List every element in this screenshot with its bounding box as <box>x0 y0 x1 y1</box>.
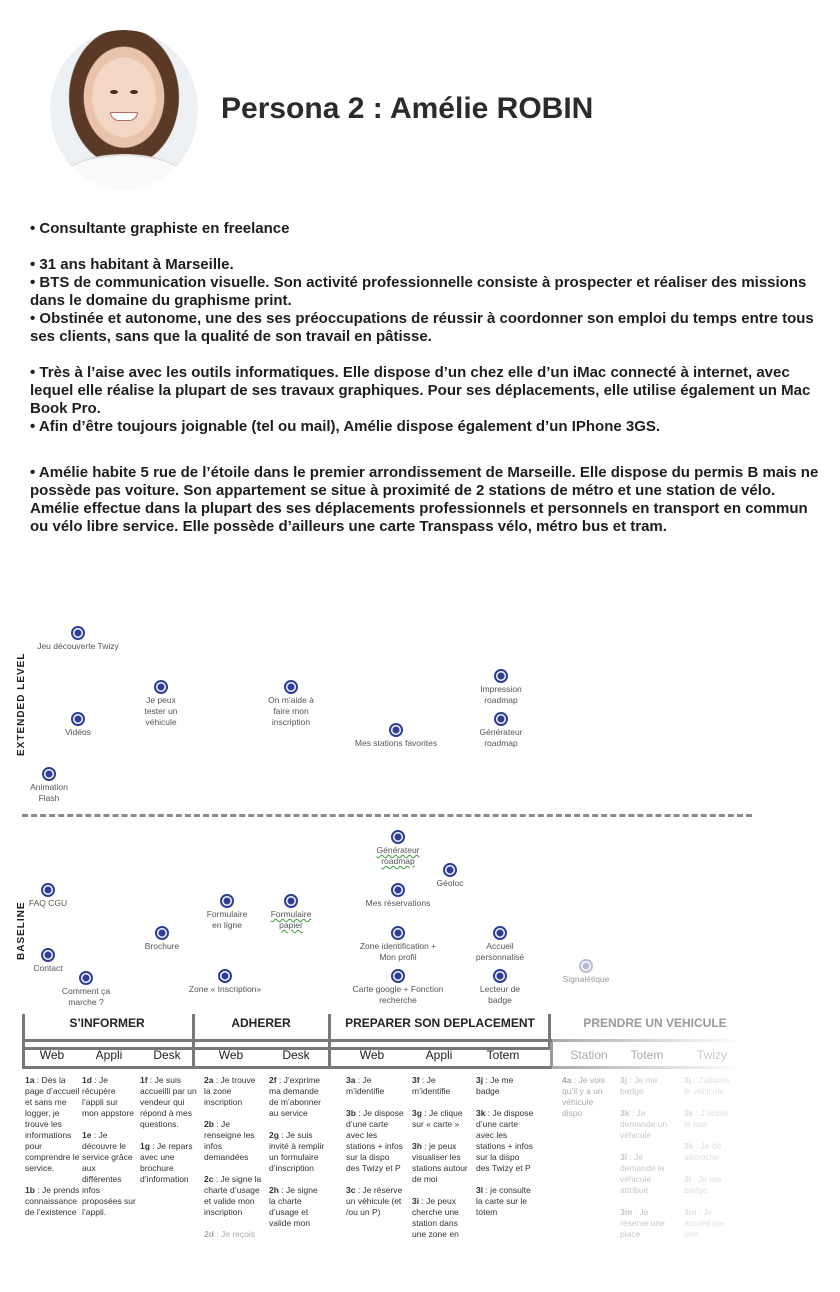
step: 3c : Je réserve un véhicule (et /ou un P) <box>346 1185 403 1217</box>
node-brochure: Brochure <box>112 926 212 952</box>
step: 1f : Je suis accueilli par un vendeur qui répond à mes questions. <box>140 1075 197 1129</box>
eye <box>110 90 118 94</box>
node-tester: Je peux tester un véhicule <box>137 680 185 728</box>
phase-informer: S’INFORMER <box>69 1016 145 1030</box>
step: 1b : Je prends connaissance de l’existence <box>25 1185 80 1217</box>
node-carte-google: Carte google + Fonction recherche <box>348 969 448 1006</box>
node-impression: Impression roadmap <box>471 669 531 706</box>
step: 2b : Je renseigne les infos demandées <box>204 1119 255 1162</box>
steps-web-informer <box>25 1075 81 1229</box>
target-icon <box>579 959 593 973</box>
node-lecteur: Lecteur de badge <box>472 969 528 1006</box>
page-title: Persona 2 : Amélie ROBIN <box>221 92 594 125</box>
target-icon <box>493 969 507 983</box>
node-comment: Comment ça marche ? <box>61 971 111 1008</box>
baseline-label: BASELINE <box>16 901 27 960</box>
target-icon <box>42 767 56 781</box>
target-icon <box>220 894 234 908</box>
step: 3k : Je demande un véhicule <box>620 1108 668 1140</box>
target-icon <box>494 669 508 683</box>
step: 1d : Je récupère l’appli sur mon appstore <box>82 1075 134 1118</box>
steps-twizy <box>684 1075 734 1251</box>
col-web: Web <box>39 1048 65 1062</box>
steps-station <box>562 1075 612 1130</box>
target-icon <box>443 863 457 877</box>
steps-totem-preparer <box>476 1075 534 1229</box>
target-icon <box>71 712 85 726</box>
col-web: Web <box>218 1048 244 1062</box>
col-totem: Totem <box>630 1048 664 1062</box>
node-reservations: Mes réservations <box>348 883 448 909</box>
col-appli: Appli <box>95 1048 123 1062</box>
step: 4a : Je vois qu’il y a un véhicule dispo <box>562 1075 606 1118</box>
node-generateur: Générateur roadmap <box>370 830 426 867</box>
shoulders <box>64 154 184 190</box>
steps-desk-informer <box>140 1075 198 1196</box>
step: 3b : Je dispose d’une carte avec les stations + infos sur la dispo des Twizy et P <box>346 1108 404 1173</box>
phase-line <box>22 1039 552 1042</box>
persona-bio <box>30 220 820 536</box>
steps-web-preparer <box>346 1075 404 1229</box>
node-generateur-ext: Générateur roadmap <box>471 712 531 749</box>
target-icon <box>391 883 405 897</box>
node-geoloc: Géoloc <box>400 863 500 889</box>
step: 3l : Je demande le véhicule attribué <box>620 1152 665 1195</box>
level-divider <box>22 814 752 817</box>
eye <box>130 90 138 94</box>
bio-line: • Très à l’aise avec les outils informatiques. Elle dispose d’un chez elle d’un iMac connecté à internet, avec lequel elle réalise la plupart de ses travaux graphiques. Pour ses déplacements, elle utilise également un Mac Book Pro. <box>30 364 811 417</box>
node-formulaire-ligne: Formulaire en ligne <box>202 894 252 931</box>
node-faq: FAQ CGU <box>28 883 68 909</box>
bio-line: • Afin d’être toujours joignable (tel ou mail), Amélie dispose également d’un IPhone 3GS. <box>30 418 661 435</box>
step: 3f : Je m’identifie <box>412 1075 451 1096</box>
target-icon <box>218 969 232 983</box>
col-web: Web <box>359 1048 385 1062</box>
target-icon <box>79 971 93 985</box>
persona-photo <box>50 30 198 190</box>
step: 1e : Je découvre le service grâce aux différentes infos proposées sur l’appli. <box>82 1130 136 1217</box>
step: 3a : Je m’identifie <box>346 1075 385 1096</box>
step: 3m : Je réserve une place <box>620 1207 665 1239</box>
node-identification: Zone identification + Mon profil <box>357 926 439 963</box>
step: 2g : Je suis invité à remplir un formulaire d’inscription <box>269 1130 325 1173</box>
node-videos: Vidéos <box>28 712 128 738</box>
channel-line <box>22 1066 552 1069</box>
step: 2d : Je reçois <box>204 1229 256 1239</box>
phase-adherer: ADHERER <box>231 1016 291 1030</box>
step: 3k : Je dé décroche <box>684 1141 722 1162</box>
node-zone-inscription: Zone « Inscription» <box>175 969 275 995</box>
step: 3j : Je me badge <box>476 1075 514 1096</box>
step: 3i : Je peux cherche une station dans une zone en <box>412 1196 459 1239</box>
step: 1a : Dès la page d’accueil et sans me logger, je trouve les informations pour comprendre le service. <box>25 1075 80 1173</box>
col-twizy: Twizy <box>697 1048 727 1062</box>
col-desk: Desk <box>282 1048 310 1062</box>
steps-desk-adherer <box>269 1075 325 1240</box>
phase-preparer: PREPARER SON DEPLACEMENT <box>345 1016 535 1030</box>
bio-line: • Consultante graphiste en freelance <box>30 220 290 237</box>
target-icon <box>391 969 405 983</box>
steps-appli-informer <box>82 1075 136 1229</box>
target-icon <box>41 948 55 962</box>
col-desk: Desk <box>153 1048 181 1062</box>
step: 3h : je peux visualiser les stations autour de moi <box>412 1141 468 1184</box>
step: 3m : Je accueil par une <box>684 1207 726 1239</box>
node-jeu: Jeu découverte Twizy <box>28 626 128 652</box>
target-icon <box>71 626 85 640</box>
step: 3l : je consulte la carte sur le totem <box>476 1185 531 1217</box>
target-icon <box>389 723 403 737</box>
step: 2a : Je trouve la zone inscription <box>204 1075 256 1107</box>
target-icon <box>284 894 298 908</box>
node-animation: Animation Flash <box>24 767 74 804</box>
bio-line: • Obstinée et autonome, une des ses préoccupations de réussir à coordonner son emploi du temps entre tous ses clients, sans que la qualité de son travail en pâtisse. <box>30 310 814 345</box>
target-icon <box>41 883 55 897</box>
extended-level-label: EXTENDED LEVEL <box>16 652 27 756</box>
steps-totem-vehicule <box>620 1075 674 1251</box>
bio-line: • 31 ans habitant à Marseille. <box>30 256 234 273</box>
step: 1g : Je repars avec une brochure d’information <box>140 1141 193 1184</box>
node-signaletique: Signalétique <box>536 959 636 985</box>
node-contact: Contact <box>0 948 98 974</box>
col-appli: Appli <box>425 1048 453 1062</box>
steps-appli-preparer <box>412 1075 468 1251</box>
node-accueil: Accueil personnalisé <box>472 926 528 963</box>
target-icon <box>155 926 169 940</box>
col-totem: Totem <box>486 1048 520 1062</box>
node-formulaire-papier: Formulaire papier <box>266 894 316 931</box>
phase-prendre: PRENDRE UN VEHICULE <box>583 1016 727 1030</box>
bio-line: • BTS de communication visuelle. Son activité professionnelle consiste à prospecter et réaliser des missions dans le domaine du graphisme print. <box>30 274 807 309</box>
phase-line-faded <box>552 1039 742 1042</box>
target-icon <box>154 680 168 694</box>
bio-line: • Amélie habite 5 rue de l’étoile dans le premier arrondissement de Marseille. Elle dispose du permis B mais ne possède pas voiture. Son appartement se situe à proximité de 2 stations de métro et une station de vélo. Amélie effectue dans la plupart des ses déplacements professionnels et personnels en transport en commun ou vélo libre service. Elle possède d’ailleurs une carte Transpass vélo, métro bus et tram. <box>30 464 819 535</box>
step: 2f : J’exprime ma demande de m’abonner au service <box>269 1075 321 1118</box>
step: 3j : Je me badge <box>620 1075 658 1096</box>
face <box>98 64 150 134</box>
target-icon <box>391 830 405 844</box>
target-icon <box>284 680 298 694</box>
target-icon <box>494 712 508 726</box>
steps-web-adherer <box>204 1075 262 1251</box>
step: 3g : Je clique sur « carte » <box>412 1108 463 1129</box>
node-aide: On m’aide à faire mon inscription <box>263 680 319 728</box>
target-icon <box>493 926 507 940</box>
target-icon <box>391 926 405 940</box>
step: 2h : Je signe la charte d’usage et valide mon <box>269 1185 318 1228</box>
step: 3l : Je me badge <box>684 1174 722 1195</box>
channel-line-faded <box>552 1066 742 1069</box>
step: 3j : J’allume le véhicule <box>684 1075 730 1096</box>
step: 3k : Je dispose d’une carte avec les stations + infos sur la dispo des Twizy et P <box>476 1108 534 1173</box>
node-stations-fav: Mes stations favorites <box>346 723 446 749</box>
step: 3k : J’active le tour <box>684 1108 729 1129</box>
col-station: Station <box>570 1048 608 1062</box>
step: 2c : Je signe la charte d’usage et valide mon inscription <box>204 1174 262 1217</box>
